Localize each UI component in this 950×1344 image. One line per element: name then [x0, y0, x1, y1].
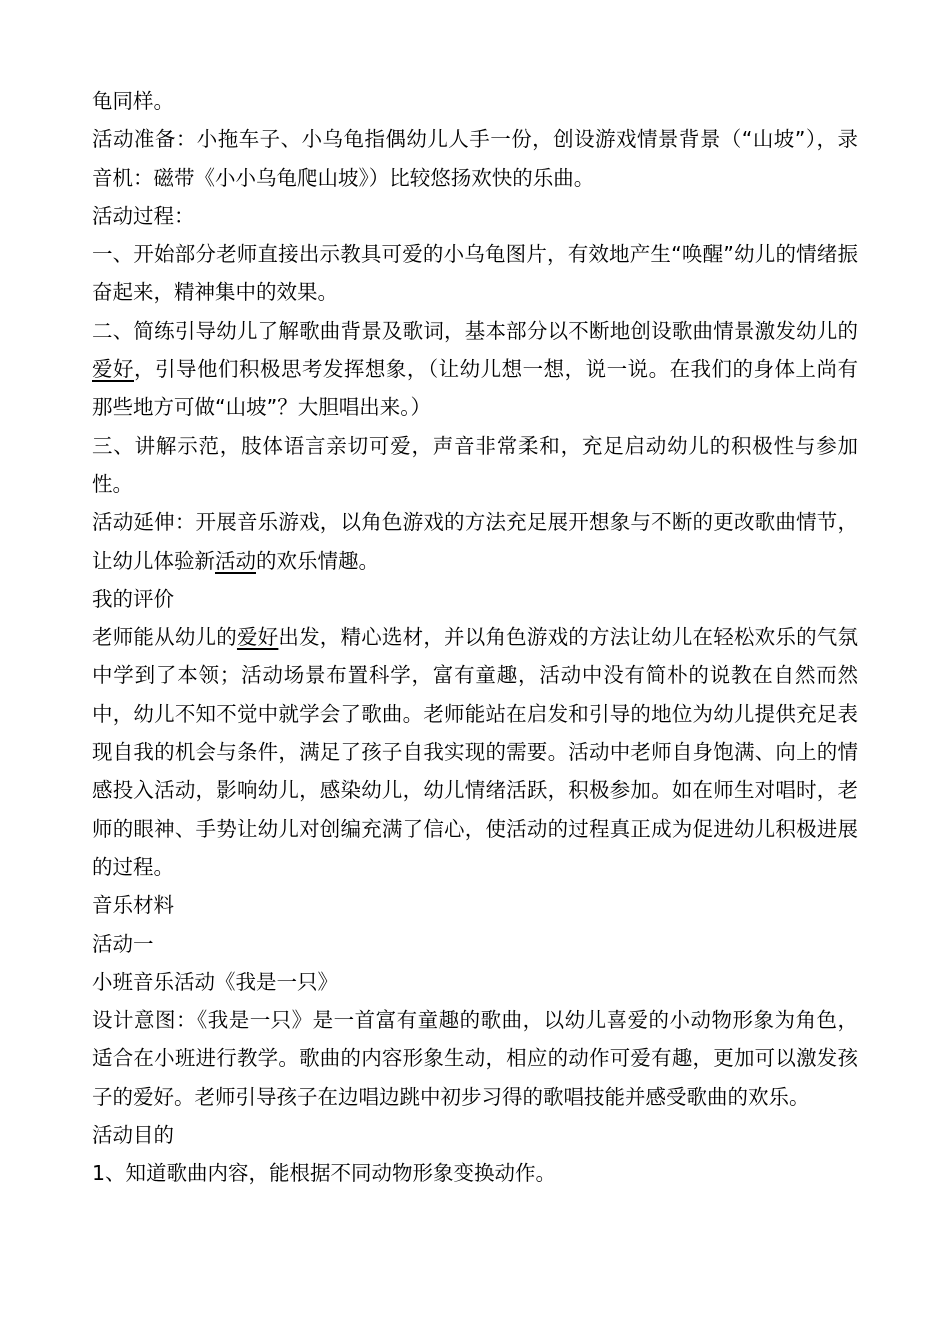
- text-run: 三、讲解示范，肢体语言亲切可爱，声音非常柔和，充足启动幼儿的积极性与参加性。: [92, 433, 858, 496]
- text-run: 设计意图：《我是一只》是一首富有童趣的歌曲，以幼儿喜爱的小动物形象为角色，适合在小班进行教学。歌曲的内容形象生动，相应的动作可爱有趣，更加可以激发孩子的爱好。老师引导孩子在边唱边跳中初步习得的歌唱技能并感受歌曲的欢乐。: [92, 1008, 858, 1109]
- underlined-link-text[interactable]: 爱好: [236, 625, 279, 650]
- text-run: ，引导他们积极思考发挥想象，（让幼儿想一想，说一说。在我们的身体上尚有那些地方可做“山坡”？大胆唱出来。）: [92, 357, 859, 420]
- text-run: 二、简练引导幼儿了解歌曲背景及歌词，基本部分以不断地创设歌曲情景激发幼儿的: [92, 318, 858, 343]
- heading-my-evaluation: [92, 580, 858, 618]
- heading-activity-one: [92, 925, 858, 963]
- paragraph-evaluation: [92, 618, 858, 886]
- text-run: 龟同样。: [92, 89, 174, 113]
- text-run: 小班音乐活动《我是一只》: [92, 969, 338, 994]
- text-run: 老师能从幼儿的: [92, 625, 237, 650]
- paragraph-activity-extension: [92, 503, 858, 580]
- paragraph-continuation: [92, 82, 858, 120]
- text-run: 出发，精心选材，并以角色游戏的方法让幼儿在轻松欢乐的气氛中学到了本领；活动场景布置科学，富有童趣，活动中没有简朴的说教在自然而然中，幼儿不知不觉中就学会了歌曲。老师能站在启发和引导的地位为幼儿提供充足表现自我的机会与条件，满足了孩子自我实现的需要。活动中老师自身饱满、向上的情感投入活动，影响幼儿，感染幼儿，幼儿情绪活跃，积极参加。如在师生对唱时，老师的眼神、手势让幼儿对创编充满了信心，使活动的过程真正成为促进幼儿积极进展的过程。: [92, 625, 859, 879]
- text-run: 的欢乐情趣。: [256, 548, 379, 573]
- text-run: 活动过程：: [92, 203, 195, 228]
- text-run: 音乐材料: [92, 893, 174, 918]
- paragraph-design-intent: [92, 1001, 858, 1116]
- heading-activity-title: [92, 963, 858, 1001]
- text-run: 我的评价: [92, 586, 174, 611]
- heading-music-materials: [92, 886, 858, 924]
- text-run: 活动准备：小拖车子、小乌龟指偶幼儿人手一份，创设游戏情景背景（“山坡”），录音机：磁带《小小乌龟爬山坡》）比较悠扬欢快的乐曲。: [92, 127, 858, 190]
- text-run: 活动一: [92, 931, 154, 956]
- heading-activity-process: [92, 197, 858, 235]
- underlined-link-text[interactable]: 活动: [215, 548, 256, 573]
- paragraph-activity-preparation: [92, 120, 858, 197]
- paragraph-step-one: [92, 235, 858, 312]
- paragraph-goal-one: [92, 1154, 858, 1192]
- text-run: 一、开始部分老师直接出示教具可爱的小乌龟图片，有效地产生“唤醒”幼儿的情绪振奋起来，精神集中的效果。: [92, 242, 858, 305]
- paragraph-step-two: [92, 312, 858, 427]
- text-run: 活动目的: [92, 1123, 174, 1148]
- text-run: 1、知道歌曲内容，能根据不同动物形象变换动作。: [92, 1161, 557, 1186]
- underlined-link-text[interactable]: 爱好: [92, 357, 134, 382]
- text-run: 活动延伸：开展音乐游戏，以角色游戏的方法充足展开想象与不断的更改歌曲情节，让幼儿体验新: [92, 510, 858, 573]
- heading-activity-goals: [92, 1116, 858, 1154]
- document-page: [92, 82, 858, 1193]
- paragraph-step-three: [92, 427, 858, 504]
